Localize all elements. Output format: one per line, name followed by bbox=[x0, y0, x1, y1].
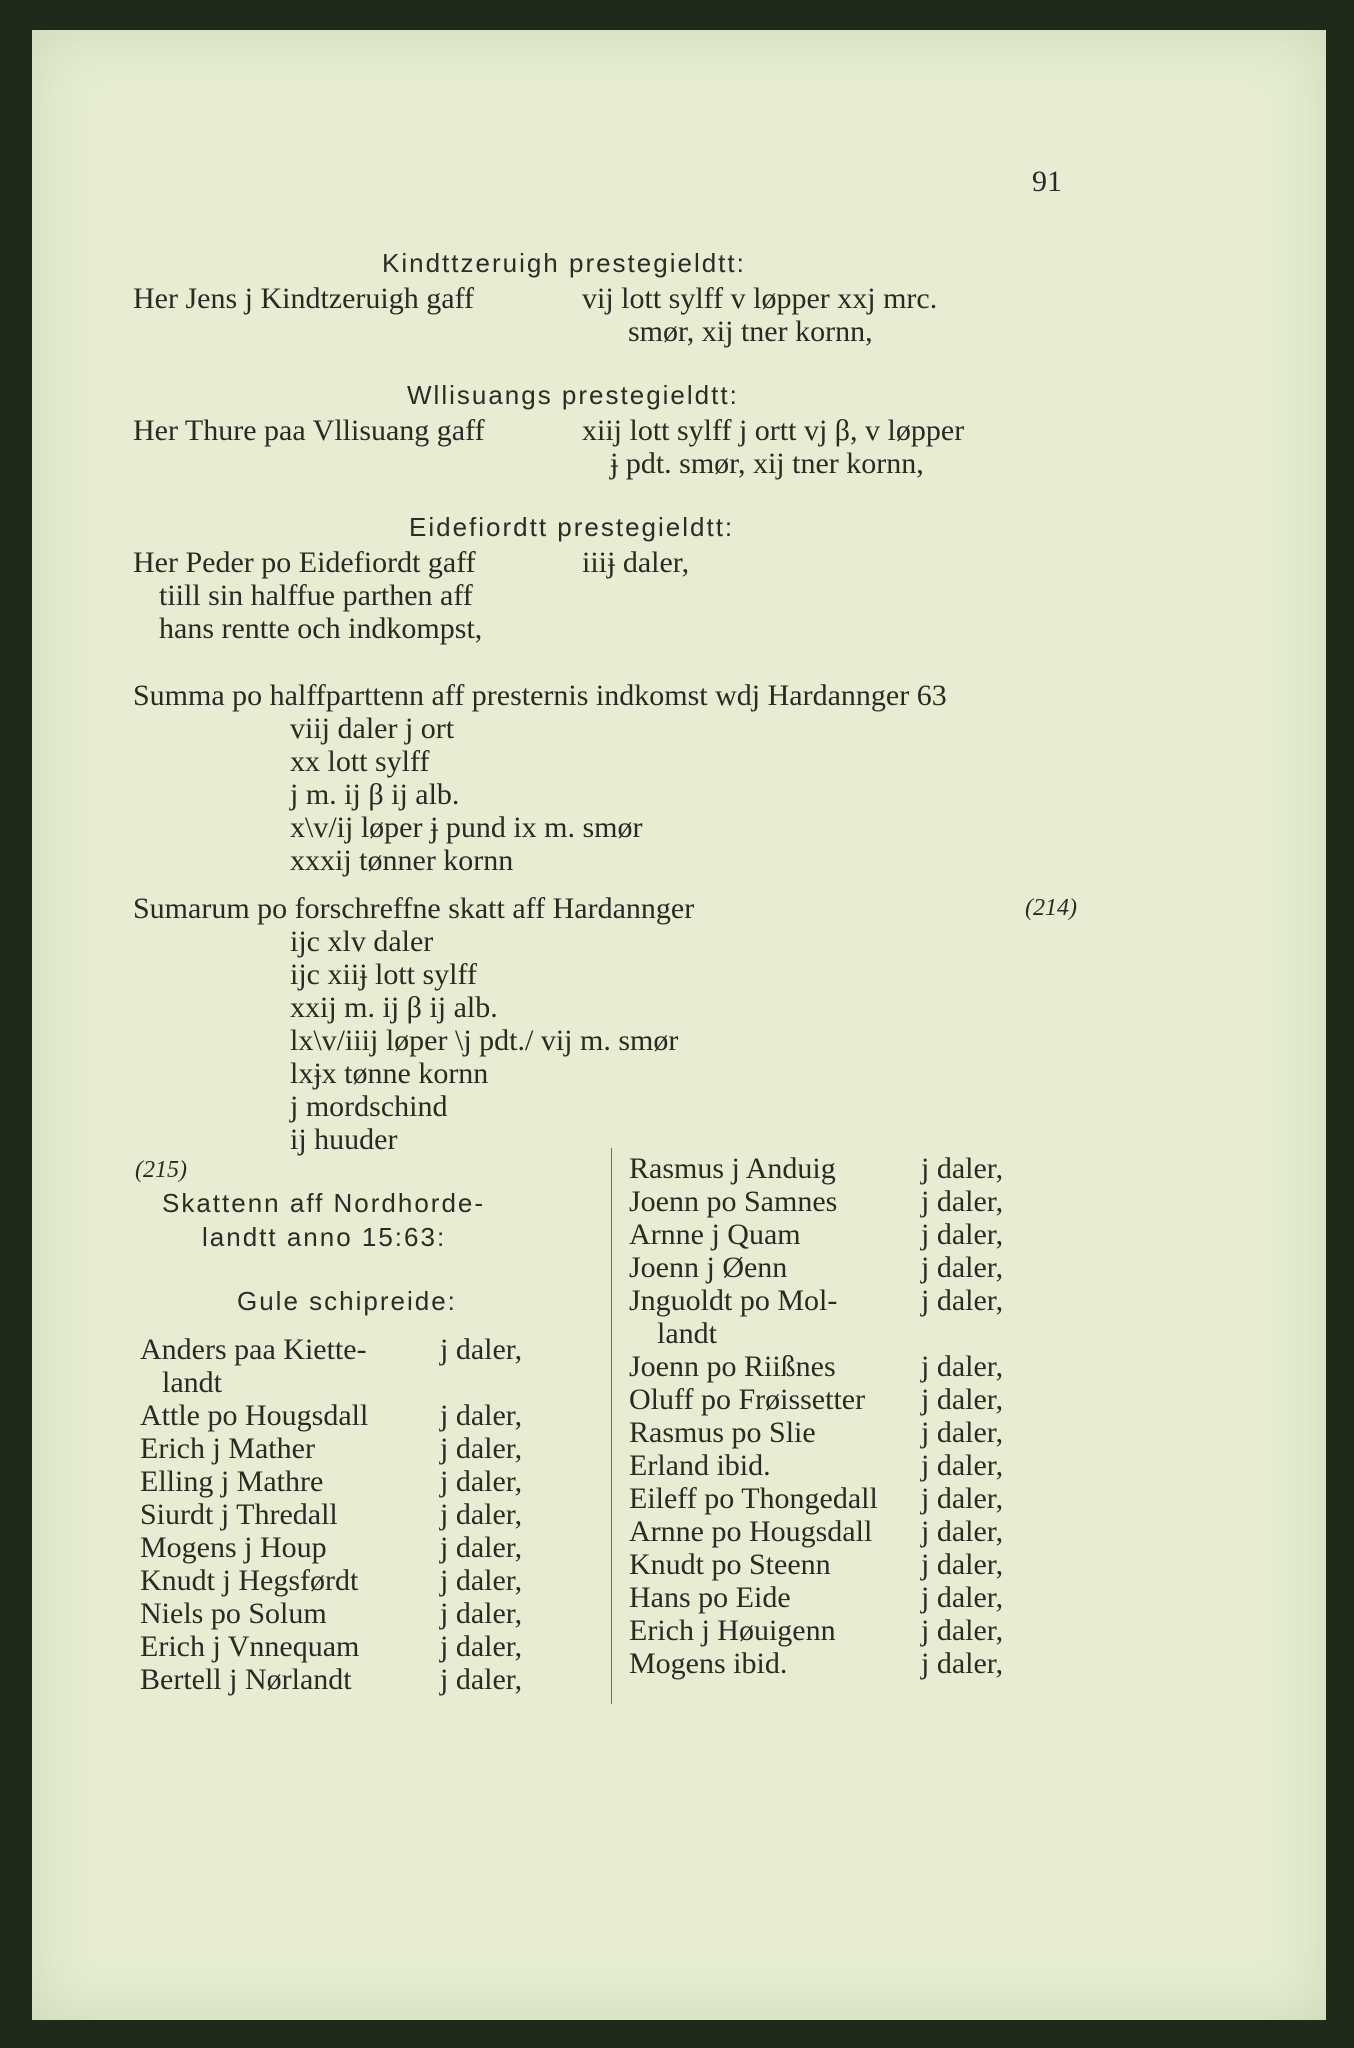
entry-name: Knudt po Steenn bbox=[629, 1548, 831, 1581]
list-item bbox=[629, 1350, 1049, 1383]
left-subheading: Gule schipreide: bbox=[237, 1286, 457, 1316]
summa-item: x\v/ij løper ɉ pund ix m. smør bbox=[290, 811, 643, 844]
left-ref: (215) bbox=[135, 1157, 187, 1183]
entry-amount: j daler, bbox=[921, 1152, 1004, 1185]
kindtz-line1-right: vij lott sylff v løpper xxj mrc. bbox=[582, 282, 938, 315]
eide-line1-right: iiiɉ daler, bbox=[582, 546, 690, 579]
entry-name: Oluff po Frøissetter bbox=[629, 1383, 866, 1416]
list-item-continuation bbox=[162, 1366, 462, 1399]
list-item-continuation bbox=[657, 1317, 957, 1350]
vllis-line1-left: Her Thure paa Vllisuang gaff bbox=[133, 414, 485, 447]
column-divider bbox=[611, 1148, 612, 1704]
list-item bbox=[629, 1581, 1049, 1614]
entry-amount: j daler, bbox=[440, 1531, 523, 1564]
eide-line3: hans rentte och indkompst, bbox=[159, 612, 483, 645]
entry-amount: j daler, bbox=[921, 1647, 1004, 1680]
list-item bbox=[629, 1284, 1049, 1317]
list-item bbox=[629, 1548, 1049, 1581]
document-page bbox=[32, 30, 1326, 2020]
entry-name: Erich j Vnnequam bbox=[140, 1630, 360, 1663]
entry-amount: j daler, bbox=[921, 1581, 1004, 1614]
entry-amount: j daler, bbox=[921, 1218, 1004, 1251]
section-heading-kindtz: Kindttzeruigh prestegieldtt: bbox=[382, 248, 746, 278]
entry-name: Niels po Solum bbox=[140, 1597, 327, 1630]
list-item bbox=[140, 1333, 560, 1366]
list-item bbox=[629, 1449, 1049, 1482]
entry-amount: j daler, bbox=[921, 1449, 1004, 1482]
entry-name: Bertell j Nørlandt bbox=[140, 1663, 352, 1696]
entry-name: Erland ibid. bbox=[629, 1449, 771, 1482]
list-item bbox=[629, 1647, 1049, 1680]
entry-amount: j daler, bbox=[440, 1498, 523, 1531]
eide-line1-left: Her Peder po Eidefiordt gaff bbox=[133, 546, 476, 579]
left-title-line2: landtt anno 15:63: bbox=[202, 1222, 447, 1252]
sumarum-item: ijc xiiɉ lott sylff bbox=[290, 958, 477, 991]
sumarum-item: ij huuder bbox=[290, 1123, 398, 1156]
list-item bbox=[140, 1465, 560, 1498]
list-item bbox=[140, 1630, 560, 1663]
list-item bbox=[629, 1482, 1049, 1515]
section-heading-eide: Eidefiordtt prestegieldtt: bbox=[409, 512, 735, 542]
sumarum-ref: (214) bbox=[1025, 895, 1077, 921]
entry-name: landt bbox=[162, 1366, 222, 1399]
list-item bbox=[140, 1498, 560, 1531]
kindtz-line1-left: Her Jens j Kindtzeruigh gaff bbox=[133, 282, 475, 315]
entry-amount: j daler, bbox=[440, 1663, 523, 1696]
entry-name: Erich j Mather bbox=[140, 1432, 315, 1465]
entry-name: Arnne j Quam bbox=[629, 1218, 801, 1251]
entry-amount: j daler, bbox=[440, 1333, 523, 1366]
entry-name: Rasmus po Slie bbox=[629, 1416, 816, 1449]
left-title-line1: Skattenn aff Nordhorde- bbox=[162, 1188, 486, 1218]
sumarum-item: lx\v/iiij løper \j pdt./ vij m. smør bbox=[290, 1024, 679, 1057]
entry-amount: j daler, bbox=[440, 1399, 523, 1432]
entry-amount: j daler, bbox=[921, 1614, 1004, 1647]
list-item bbox=[629, 1515, 1049, 1548]
entry-name: Joenn j Øenn bbox=[629, 1251, 788, 1284]
entry-name: Hans po Eide bbox=[629, 1581, 791, 1614]
entry-name: Joenn po Samnes bbox=[629, 1185, 838, 1218]
summa-item: j m. ij β ij alb. bbox=[290, 778, 460, 811]
list-item bbox=[140, 1399, 560, 1432]
list-item bbox=[629, 1152, 1049, 1185]
entry-name: Joenn po Riißnes bbox=[629, 1350, 836, 1383]
entry-amount: j daler, bbox=[440, 1597, 523, 1630]
entry-name: Jnguoldt po Mol- bbox=[629, 1284, 838, 1317]
summa-item: viij daler j ort bbox=[290, 712, 455, 745]
entry-amount: j daler, bbox=[921, 1284, 1004, 1317]
entry-name: landt bbox=[657, 1317, 717, 1350]
summa-line: Summa po halffparttenn aff presternis indkomst wdj Hardannger 63 bbox=[133, 679, 947, 712]
entry-name: Siurdt j Thredall bbox=[140, 1498, 338, 1531]
list-item bbox=[140, 1663, 560, 1696]
entry-amount: j daler, bbox=[921, 1416, 1004, 1449]
entry-amount: j daler, bbox=[440, 1564, 523, 1597]
list-item bbox=[629, 1218, 1049, 1251]
sumarum-item: j mordschind bbox=[290, 1090, 448, 1123]
entry-amount: j daler, bbox=[921, 1383, 1004, 1416]
list-item bbox=[140, 1432, 560, 1465]
entry-name: Knudt j Hegsførdt bbox=[140, 1564, 359, 1597]
entry-name: Mogens ibid. bbox=[629, 1647, 788, 1680]
entry-amount: j daler, bbox=[440, 1465, 523, 1498]
list-item bbox=[629, 1185, 1049, 1218]
sumarum-line: Sumarum po forschreffne skatt aff Hardannger bbox=[133, 892, 695, 925]
entry-amount: j daler, bbox=[921, 1482, 1004, 1515]
summa-item: xx lott sylff bbox=[290, 745, 430, 778]
eide-line2: tiill sin halffue parthen aff bbox=[159, 579, 473, 612]
sumarum-item: lxɉx tønne kornn bbox=[290, 1057, 489, 1090]
entry-amount: j daler, bbox=[440, 1630, 523, 1663]
list-item bbox=[140, 1597, 560, 1630]
entry-amount: j daler, bbox=[440, 1432, 523, 1465]
list-item bbox=[629, 1416, 1049, 1449]
list-item bbox=[629, 1251, 1049, 1284]
list-item bbox=[140, 1564, 560, 1597]
vllis-line2: ɉ pdt. smør, xij tner kornn, bbox=[610, 447, 924, 480]
sumarum-item: xxij m. ij β ij alb. bbox=[290, 991, 498, 1024]
entry-amount: j daler, bbox=[921, 1251, 1004, 1284]
entry-name: Eileff po Thongedall bbox=[629, 1482, 878, 1515]
entry-name: Arnne po Hougsdall bbox=[629, 1515, 873, 1548]
vllis-line1-right: xiij lott sylff j ortt vj β, v løpper bbox=[582, 414, 965, 447]
entry-amount: j daler, bbox=[921, 1548, 1004, 1581]
section-heading-vllis: Wllisuangs prestegieldtt: bbox=[407, 380, 739, 410]
sumarum-item: ijc xlv daler bbox=[290, 925, 434, 958]
summa-item: xxxij tønner kornn bbox=[290, 844, 514, 877]
kindtz-line2: smør, xij tner kornn, bbox=[628, 315, 873, 348]
list-item bbox=[629, 1383, 1049, 1416]
list-item bbox=[629, 1614, 1049, 1647]
entry-amount: j daler, bbox=[921, 1185, 1004, 1218]
entry-name: Attle po Hougsdall bbox=[140, 1399, 369, 1432]
entry-amount: j daler, bbox=[921, 1515, 1004, 1548]
page-number: 91 bbox=[1032, 165, 1062, 198]
entry-name: Elling j Mathre bbox=[140, 1465, 324, 1498]
entry-name: Erich j Høuigenn bbox=[629, 1614, 836, 1647]
entry-name: Rasmus j Anduig bbox=[629, 1152, 836, 1185]
entry-amount: j daler, bbox=[921, 1350, 1004, 1383]
entry-name: Anders paa Kiette- bbox=[140, 1333, 367, 1366]
entry-name: Mogens j Houp bbox=[140, 1531, 327, 1564]
list-item bbox=[140, 1531, 560, 1564]
